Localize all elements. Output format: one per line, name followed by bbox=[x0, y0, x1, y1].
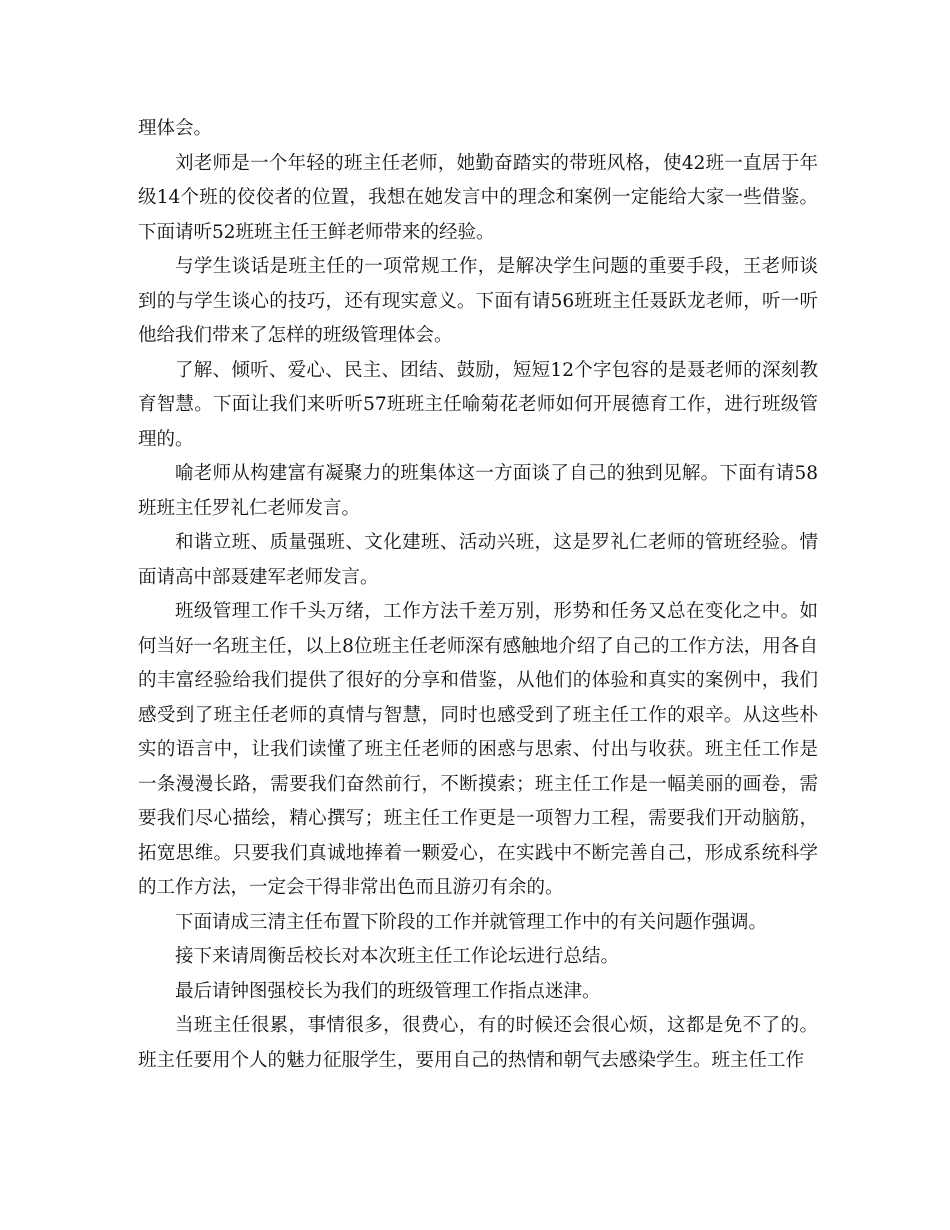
paragraph-6: 和谐立班、质量强班、文化建班、活动兴班，这是罗礼仁老师的管班经验。情面请高中部聂建军老师发言。 bbox=[138, 532, 818, 588]
paragraph-10: 最后请钟图强校长为我们的班级管理工作指点迷津。 bbox=[175, 980, 601, 1002]
paragraph-11: 当班主任很累，事情很多，很费心，有的时候还会很心烦，这都是免不了的。班主任要用个人的魅力征服学生，要用自己的热情和朝气去感染学生。班主任工作 bbox=[138, 1015, 818, 1071]
paragraph-7: 班级管理工作千头万绪，工作方法千差万别，形势和任务又总在变化之中。如何当好一名班主任，以上8位班主任老师深有感触地介绍了自己的工作方法，用各自的丰富经验给我们提供了很好的分享和借鉴，从他们的体验和真实的案例中，我们感受到了班主任老师的真情与智慧，同时也感受到了班主任工作的艰辛。从这些朴实的语言中，让我们读懂了班主任老师的困惑与思索、付出与收获。班主任工作是一条漫漫长路，需要我们奋然前行，不断摸索；班主任工作是一幅美丽的画卷，需要我们尽心描绘，精心撰写；班主任工作更是一项智力工程，需要我们开动脑筋，拓宽思维。只要我们真诚地捧着一颗爱心，在实践中不断完善自己，形成系统科学的工作方法，一定会干得非常出色而且游刃有余的。 bbox=[138, 601, 818, 898]
paragraph-2: 刘老师是一个年轻的班主任老师，她勤奋踏实的带班风格，使42班一直居于年级14个班的佼佼者的位置，我想在她发言中的理念和案例一定能给大家一些借鉴。下面请听52班班主任王鲜老师带来的经验。 bbox=[138, 152, 818, 243]
paragraph-1: 理体会。 bbox=[138, 118, 213, 139]
paragraph-8: 下面请成三清主任布置下阶段的工作并就管理工作中的有关问题作强调。 bbox=[175, 911, 768, 933]
paragraph-5: 喻老师从构建富有凝聚力的班集体这一方面谈了自己的独到见解。下面有请58班班主任罗礼仁老师发言。 bbox=[138, 463, 818, 519]
paragraph-4: 了解、倾听、爱心、民主、团结、鼓励，短短12个字包容的是聂老师的深刻教育智慧。下面让我们来听听57班班主任喻菊花老师如何开展德育工作，进行班级管理的。 bbox=[138, 359, 818, 450]
paragraph-9: 接下来请周衡岳校长对本次班主任工作论坛进行总结。 bbox=[175, 946, 620, 967]
paragraph-3: 与学生谈话是班主任的一项常规工作，是解决学生问题的重要手段，王老师谈到的与学生谈心的技巧，还有现实意义。下面有请56班班主任聂跃龙老师，听一听他给我们带来了怎样的班级管理体会。 bbox=[138, 256, 818, 346]
document-body bbox=[138, 112, 818, 1078]
